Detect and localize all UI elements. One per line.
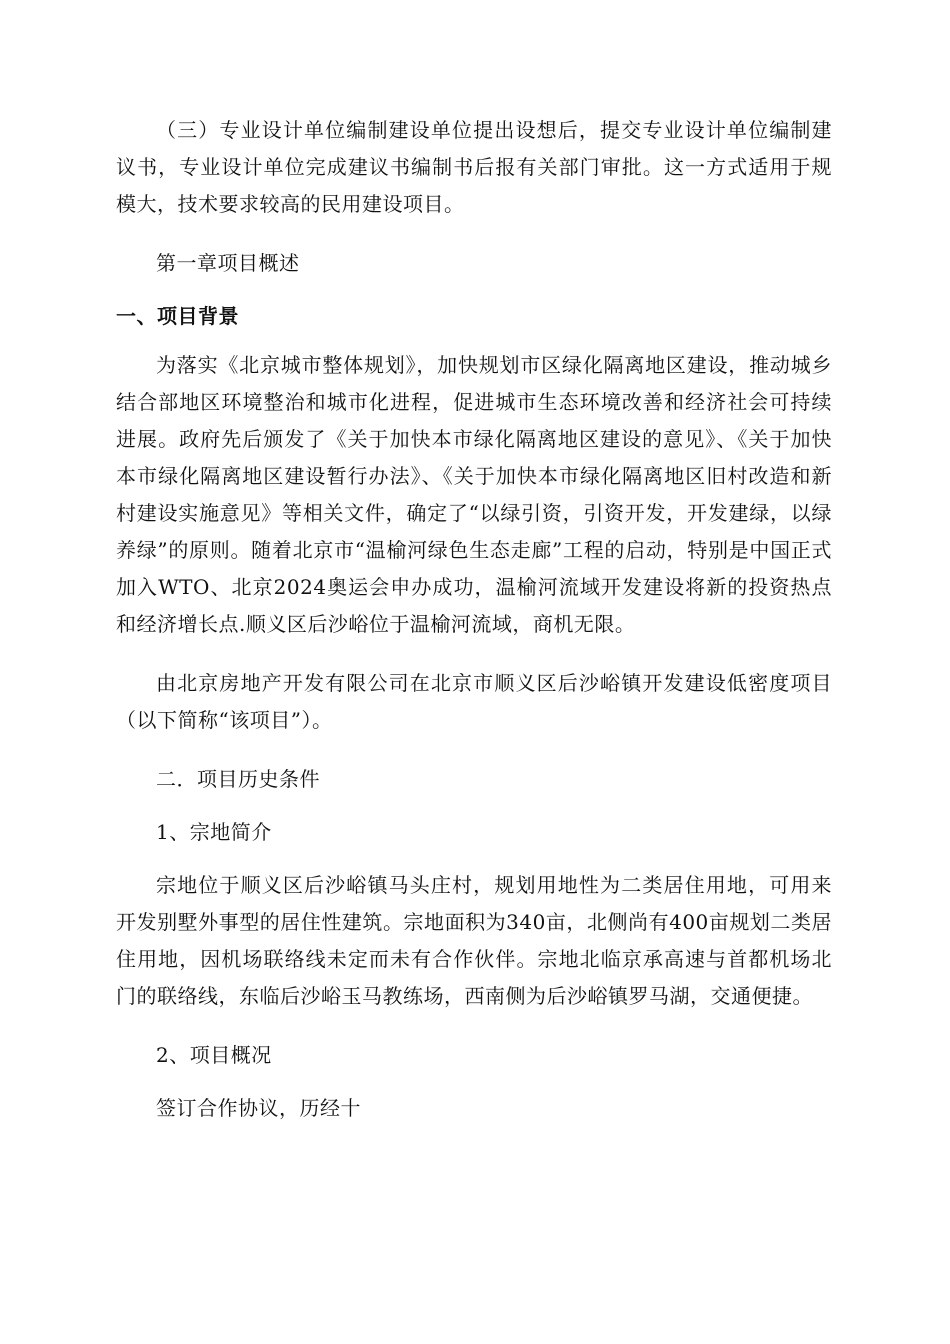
subsection-heading-overview: 2、项目概况 <box>156 1043 272 1067</box>
paragraph-land-intro: 宗地位于顺义区后沙峪镇马头庄村，规划用地性为二类居住用地，可用来开发别墅外事型的居住性建筑。宗地面积为340亩，北侧尚有400亩规划二类居住用地，因机场联络线未定而未有合作伙伴。宗地北临京承高速与首都机场北门的联络线，东临后沙峪玉马教练场，西南侧为后沙峪镇罗马湖，交通便捷。 <box>116 873 832 1008</box>
chapter-title: 第一章项目概述 <box>156 251 300 275</box>
paragraph-overview-start: 签订合作协议，历经十 <box>156 1096 361 1120</box>
document-body <box>116 112 832 1127</box>
paragraph-developer: 由北京房地产开发有限公司在北京市顺义区后沙峪镇开发建设低密度项目（以下简称“该项目”）。 <box>116 671 832 732</box>
paragraph-background: 为落实《北京城市整体规划》，加快规划市区绿化隔离地区建设，推动城乡结合部地区环境整治和城市化进程，促进城市生态环境改善和经济社会可持续进展。政府先后颁发了《关于加快本市绿化隔离地区建设的意见》、《关于加快本市绿化隔离地区建设暂行办法》、《关于加快本市绿化隔离地区旧村改造和新村建设实施意见》等相关文件，确定了“以绿引资，引资开发，开发建绿，以绿养绿”的原则。随着北京市“温榆河绿色生态走廊”工程的启动，特别是中国正式加入WTO、北京2024奥运会申办成功，温榆河流域开发建设将新的投资热点和经济增长点.顺义区后沙峪位于温榆河流域，商机无限。 <box>116 353 832 636</box>
section-heading-background: 一、项目背景 <box>116 304 239 328</box>
subsection-heading-land: 1、宗地简介 <box>156 820 272 844</box>
section-heading-history: 二．项目历史条件 <box>156 767 320 791</box>
paragraph-design-method: （三）专业设计单位编制建设单位提出设想后，提交专业设计单位编制建议书，专业设计单位完成建议书编制书后报有关部门审批。这一方式适用于规模大，技术要求较高的民用建设项目。 <box>116 118 832 216</box>
